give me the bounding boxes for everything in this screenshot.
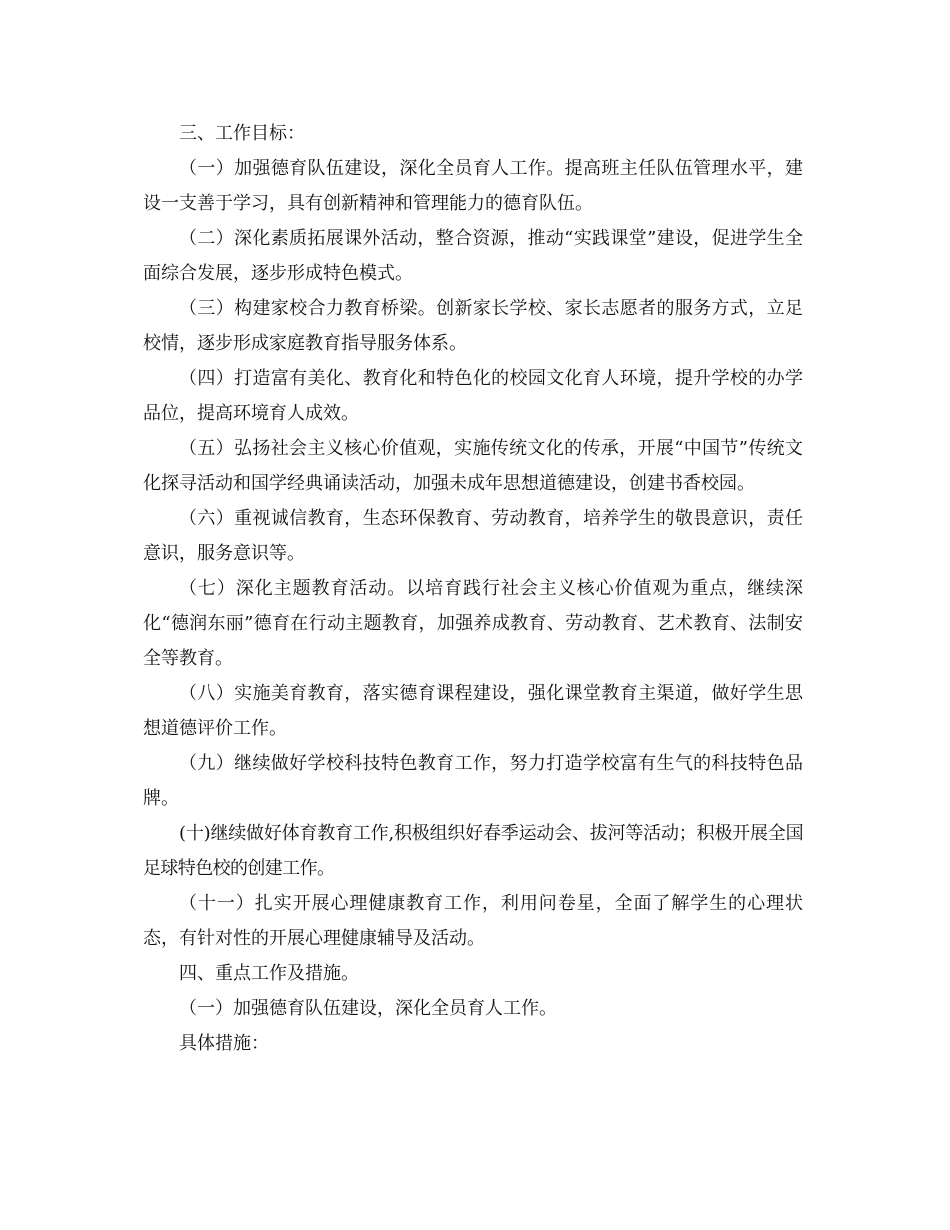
section-4-heading: 四、重点工作及措施。 bbox=[179, 963, 359, 984]
goal-9: （九）继续做好学校科技特色教育工作，努力打造学校富有生气的科技特色品牌。 bbox=[143, 753, 803, 809]
goal-8: （八）实施美育教育，落实德育课程建设，强化课堂教育主渠道，做好学生思想道德评价工作。 bbox=[143, 683, 803, 739]
section-3-heading: 三、工作目标： bbox=[179, 123, 305, 144]
goal-10: (十)继续做好体育教育工作,积极组织好春季运动会、拔河等活动；积极开展全国足球特色校的创建工作。 bbox=[143, 823, 803, 879]
goal-5: （五）弘扬社会主义核心价值观，实施传统文化的传承，开展“中国节”传统文化探寻活动和国学经典诵读活动，加强未成年思想道德建设，创建书香校园。 bbox=[143, 438, 803, 494]
goal-3: （三）构建家校合力教育桥梁。创新家长学校、家长志愿者的服务方式，立足校情，逐步形成家庭教育指导服务体系。 bbox=[143, 298, 803, 354]
goal-7: （七）深化主题教育活动。以培育践行社会主义核心价值观为重点，继续深化“德润东丽”德育在行动主题教育，加强养成教育、劳动教育、艺术教育、法制安全等教育。 bbox=[143, 578, 803, 669]
goal-11: （十一）扎实开展心理健康教育工作，利用问卷星，全面了解学生的心理状态，有针对性的开展心理健康辅导及活动。 bbox=[143, 893, 803, 949]
document-body bbox=[143, 116, 803, 1061]
measures-label: 具体措施： bbox=[179, 1033, 269, 1054]
goal-2: （二）深化素质拓展课外活动，整合资源，推动“实践课堂”建设，促进学生全面综合发展，逐步形成特色模式。 bbox=[143, 228, 803, 284]
goal-4: （四）打造富有美化、教育化和特色化的校园文化育人环境，提升学校的办学品位，提高环境育人成效。 bbox=[143, 368, 803, 424]
goal-6: （六）重视诚信教育，生态环保教育、劳动教育，培养学生的敬畏意识，责任意识，服务意识等。 bbox=[143, 508, 803, 564]
section-4-item-1: （一）加强德育队伍建设，深化全员育人工作。 bbox=[179, 998, 557, 1019]
goal-1: （一）加强德育队伍建设，深化全员育人工作。提高班主任队伍管理水平，建设一支善于学习，具有创新精神和管理能力的德育队伍。 bbox=[143, 158, 803, 214]
